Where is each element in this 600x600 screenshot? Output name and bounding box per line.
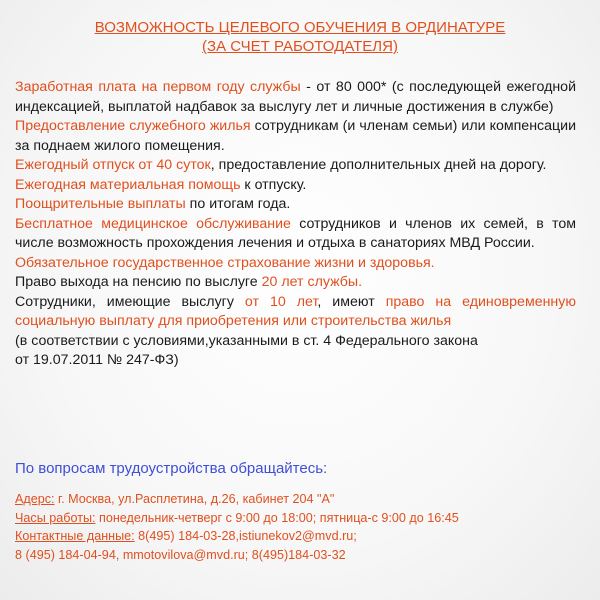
benefit-item [15,156,576,176]
address-value: г. Москва, ул.Расплетина, д.26, кабинет 204 "А" [54,492,335,506]
contact-row-2: 8 (495) 184-04-94, mmotovilova@mvd.ru; 8(495)184-03-32 [15,547,346,562]
contact-value: 8(495) 184-03-28,istiunekov2@mvd.ru; [134,529,357,543]
benefit-item [15,215,576,254]
benefit-highlight: Предоставление служебного жилья [15,118,251,134]
benefit-item [15,117,576,156]
benefit-item [15,195,576,215]
contacts-block [15,490,590,564]
benefit-text: сотрудникам (и членам семьи) или компенсации за поднаем жилого помещения. [15,118,576,154]
contact-row [15,527,590,546]
pension-text: Право выхода на пенсию по выслуге [15,274,262,290]
benefit-item [15,78,576,117]
benefit-highlight: Поощрительные выплаты [15,196,186,212]
pension-highlight: 20 лет службы. [261,274,363,290]
benefit-highlight: Ежегодная материальная помощь [15,176,241,193]
law-note-line-1: (в соответствии с условиями,указанными в ст. 4 Федерального закона [15,332,478,349]
social-highlight-1: от 10 лет [244,293,318,310]
benefit-text: сотрудников и членов их семей, в том числе возможность прохождения лечения и отдыха в санаториях МВД России. [15,215,577,251]
page-title [0,18,600,56]
benefits-list [15,78,576,371]
address-label: Адерс: [15,492,55,506]
benefit-text: - от 80 000* (с последующей ежегодной индексацией, выплатой надбавок за выслугу лет и личные достижения в службе) [15,79,576,115]
benefit-text: к отпуску. [240,176,307,193]
hours-label: Часы работы: [15,510,96,525]
benefit-highlight: Обязательное государственное страхование жизни и здоровья. [15,254,435,271]
benefit-item [15,254,576,274]
benefit-text: по итогам года. [185,196,291,212]
pension-item [15,273,576,293]
law-note-line-2: от 19.07.2011 № 247-ФЗ) [15,352,179,368]
social-highlight-2: право на единовременную социальную выплату для приобретения или строительства жилья [15,293,576,329]
contact-label: Контактные данные: [15,529,135,543]
hours-value: понедельник-четверг с 9:00 до 18:00; пятница-с 9:00 до 16:45 [95,510,459,525]
social-text-1: Сотрудники, имеющие выслугу [15,293,245,310]
title-line-2: (ЗА СЧЕТ РАБОТОДАТЕЛЯ) [202,38,398,55]
benefit-item [15,176,576,196]
social-text-2: , имеют [317,293,386,310]
benefit-highlight: Ежегодный отпуск от 40 суток [15,157,211,173]
benefit-highlight: Заработная плата на первом году службы [15,79,301,95]
contact-heading: По вопросам трудоустройства обращайтесь: [15,460,328,477]
law-note [15,332,576,371]
address-row [15,490,590,509]
social-payment-item [15,293,576,332]
benefit-text: , предоставление дополнительных дней на дорогу. [210,157,547,173]
hours-row [15,509,590,528]
title-line-1: ВОЗМОЖНОСТЬ ЦЕЛЕВОГО ОБУЧЕНИЯ В ОРДИНАТУРЕ [94,19,506,36]
benefit-highlight: Бесплатное медицинское обслуживание [15,215,291,232]
